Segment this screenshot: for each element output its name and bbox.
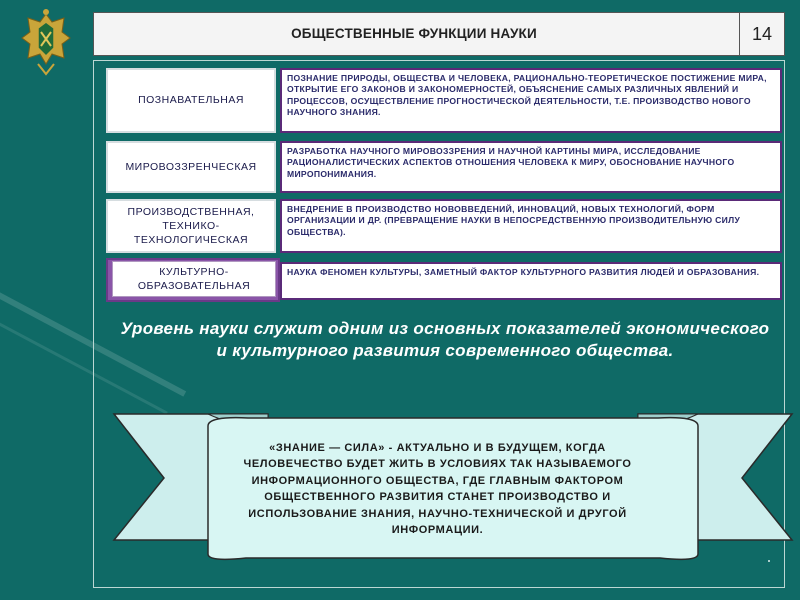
function-description: НАУКА ФЕНОМЕН КУЛЬТУРЫ, ЗАМЕТНЫЙ ФАКТОР КУЛЬТУРНОГО РАЗВИТИЯ ЛЮДЕЙ И ОБРАЗОВАНИЯ. — [280, 262, 782, 300]
function-description: РАЗРАБОТКА НАУЧНОГО МИРОВОЗЗРЕНИЯ И НАУЧНОЙ КАРТИНЫ МИРА, ИССЛЕДОВАНИЕ РАЦИОНАЛИСТИЧЕСКИХ АСПЕКТОВ ОТНОШЕНИЯ ЧЕЛОВЕКА К МИРУ, ОБОСНОВАНИЕ НАУЧНОГО МИРОПОНИМАНИЯ. — [280, 141, 782, 193]
function-row-worldview — [106, 141, 782, 193]
function-row-cultural — [106, 258, 782, 302]
function-row-production — [106, 199, 782, 253]
slide-number: 14 — [751, 24, 773, 44]
function-description: ВНЕДРЕНИЕ В ПРОИЗВОДСТВО НОВОВВЕДЕНИЙ, ИННОВАЦИЙ, НОВЫХ ТЕХНОЛОГИЙ, ФОРМ ОРГАНИЗАЦИИ И ДР. (ПРЕВРАЩЕНИЕ НАУКИ В НЕПОСРЕДСТВЕННУЮ ПРОИЗВОДИТЕЛЬНУЮ СИЛУ ОБЩЕСТВА). — [280, 199, 782, 253]
function-description: ПОЗНАНИЕ ПРИРОДЫ, ОБЩЕСТВА И ЧЕЛОВЕКА, РАЦИОНАЛЬНО-ТЕОРЕТИЧЕСКОЕ ПОСТИЖЕНИЕ МИРА, ОТКРЫТИЕ ЕГО ЗАКОНОВ И ЗАКОНОМЕРНОСТЕЙ, ОБЪЯСНЕНИЕ САМЫХ РАЗЛИЧНЫХ ЯВЛЕНИЙ И ПРОЦЕССОВ, ОСУЩЕСТВЛЕНИЕ ПРОГНОСТИЧЕСКОЙ ДЕЯТЕЛЬНОСТИ, Т.Е. ПРОИЗВОДСТВО НОВОГО НАУЧНОГО ЗНАНИЯ. — [280, 68, 782, 133]
slide-title: ОБЩЕСТВЕННЫЕ ФУНКЦИИ НАУКИ — [291, 26, 537, 41]
function-row-cognitive — [106, 68, 782, 133]
quote-text: «ЗНАНИЕ — СИЛА» - АКТУАЛЬНО И В БУДУЩЕМ, КОГДА ЧЕЛОВЕЧЕСТВО БУДЕТ ЖИТЬ В УСЛОВИЯХ ТАК НАЗЫВАЕМОГО ИНФОРМАЦИОННОГО ОБЩЕСТВА, ГДЕ ГЛАВНЫМ ФАКТОРОМ ОБЩЕСТВЕННОГО РАЗВИТИЯ СТАНЕТ ПРОИЗВОДСТВО И ИСПОЛЬЗОВАНИЕ ЗНАНИЯ, НАУЧНО-ТЕХНИЧЕСКОЙ И ДРУГОЙ ИНФОРМАЦИИ. — [243, 441, 632, 536]
decor-dot — [768, 560, 770, 562]
function-name: КУЛЬТУРНО-ОБРАЗОВАТЕЛЬНАЯ — [112, 261, 276, 297]
function-name: ПРОИЗВОДСТВЕННАЯ, ТЕХНИКО-ТЕХНОЛОГИЧЕСКАЯ — [106, 199, 276, 253]
function-name: ПОЗНАВАТЕЛЬНАЯ — [106, 68, 276, 133]
emblem-icon — [18, 8, 74, 78]
title-bar — [93, 12, 785, 56]
function-name: МИРОВОЗЗРЕНЧЕСКАЯ — [106, 141, 276, 193]
conclusion-text: Уровень науки служит одним из основных показателей экономического и культурного развития современного общества. — [120, 319, 770, 361]
